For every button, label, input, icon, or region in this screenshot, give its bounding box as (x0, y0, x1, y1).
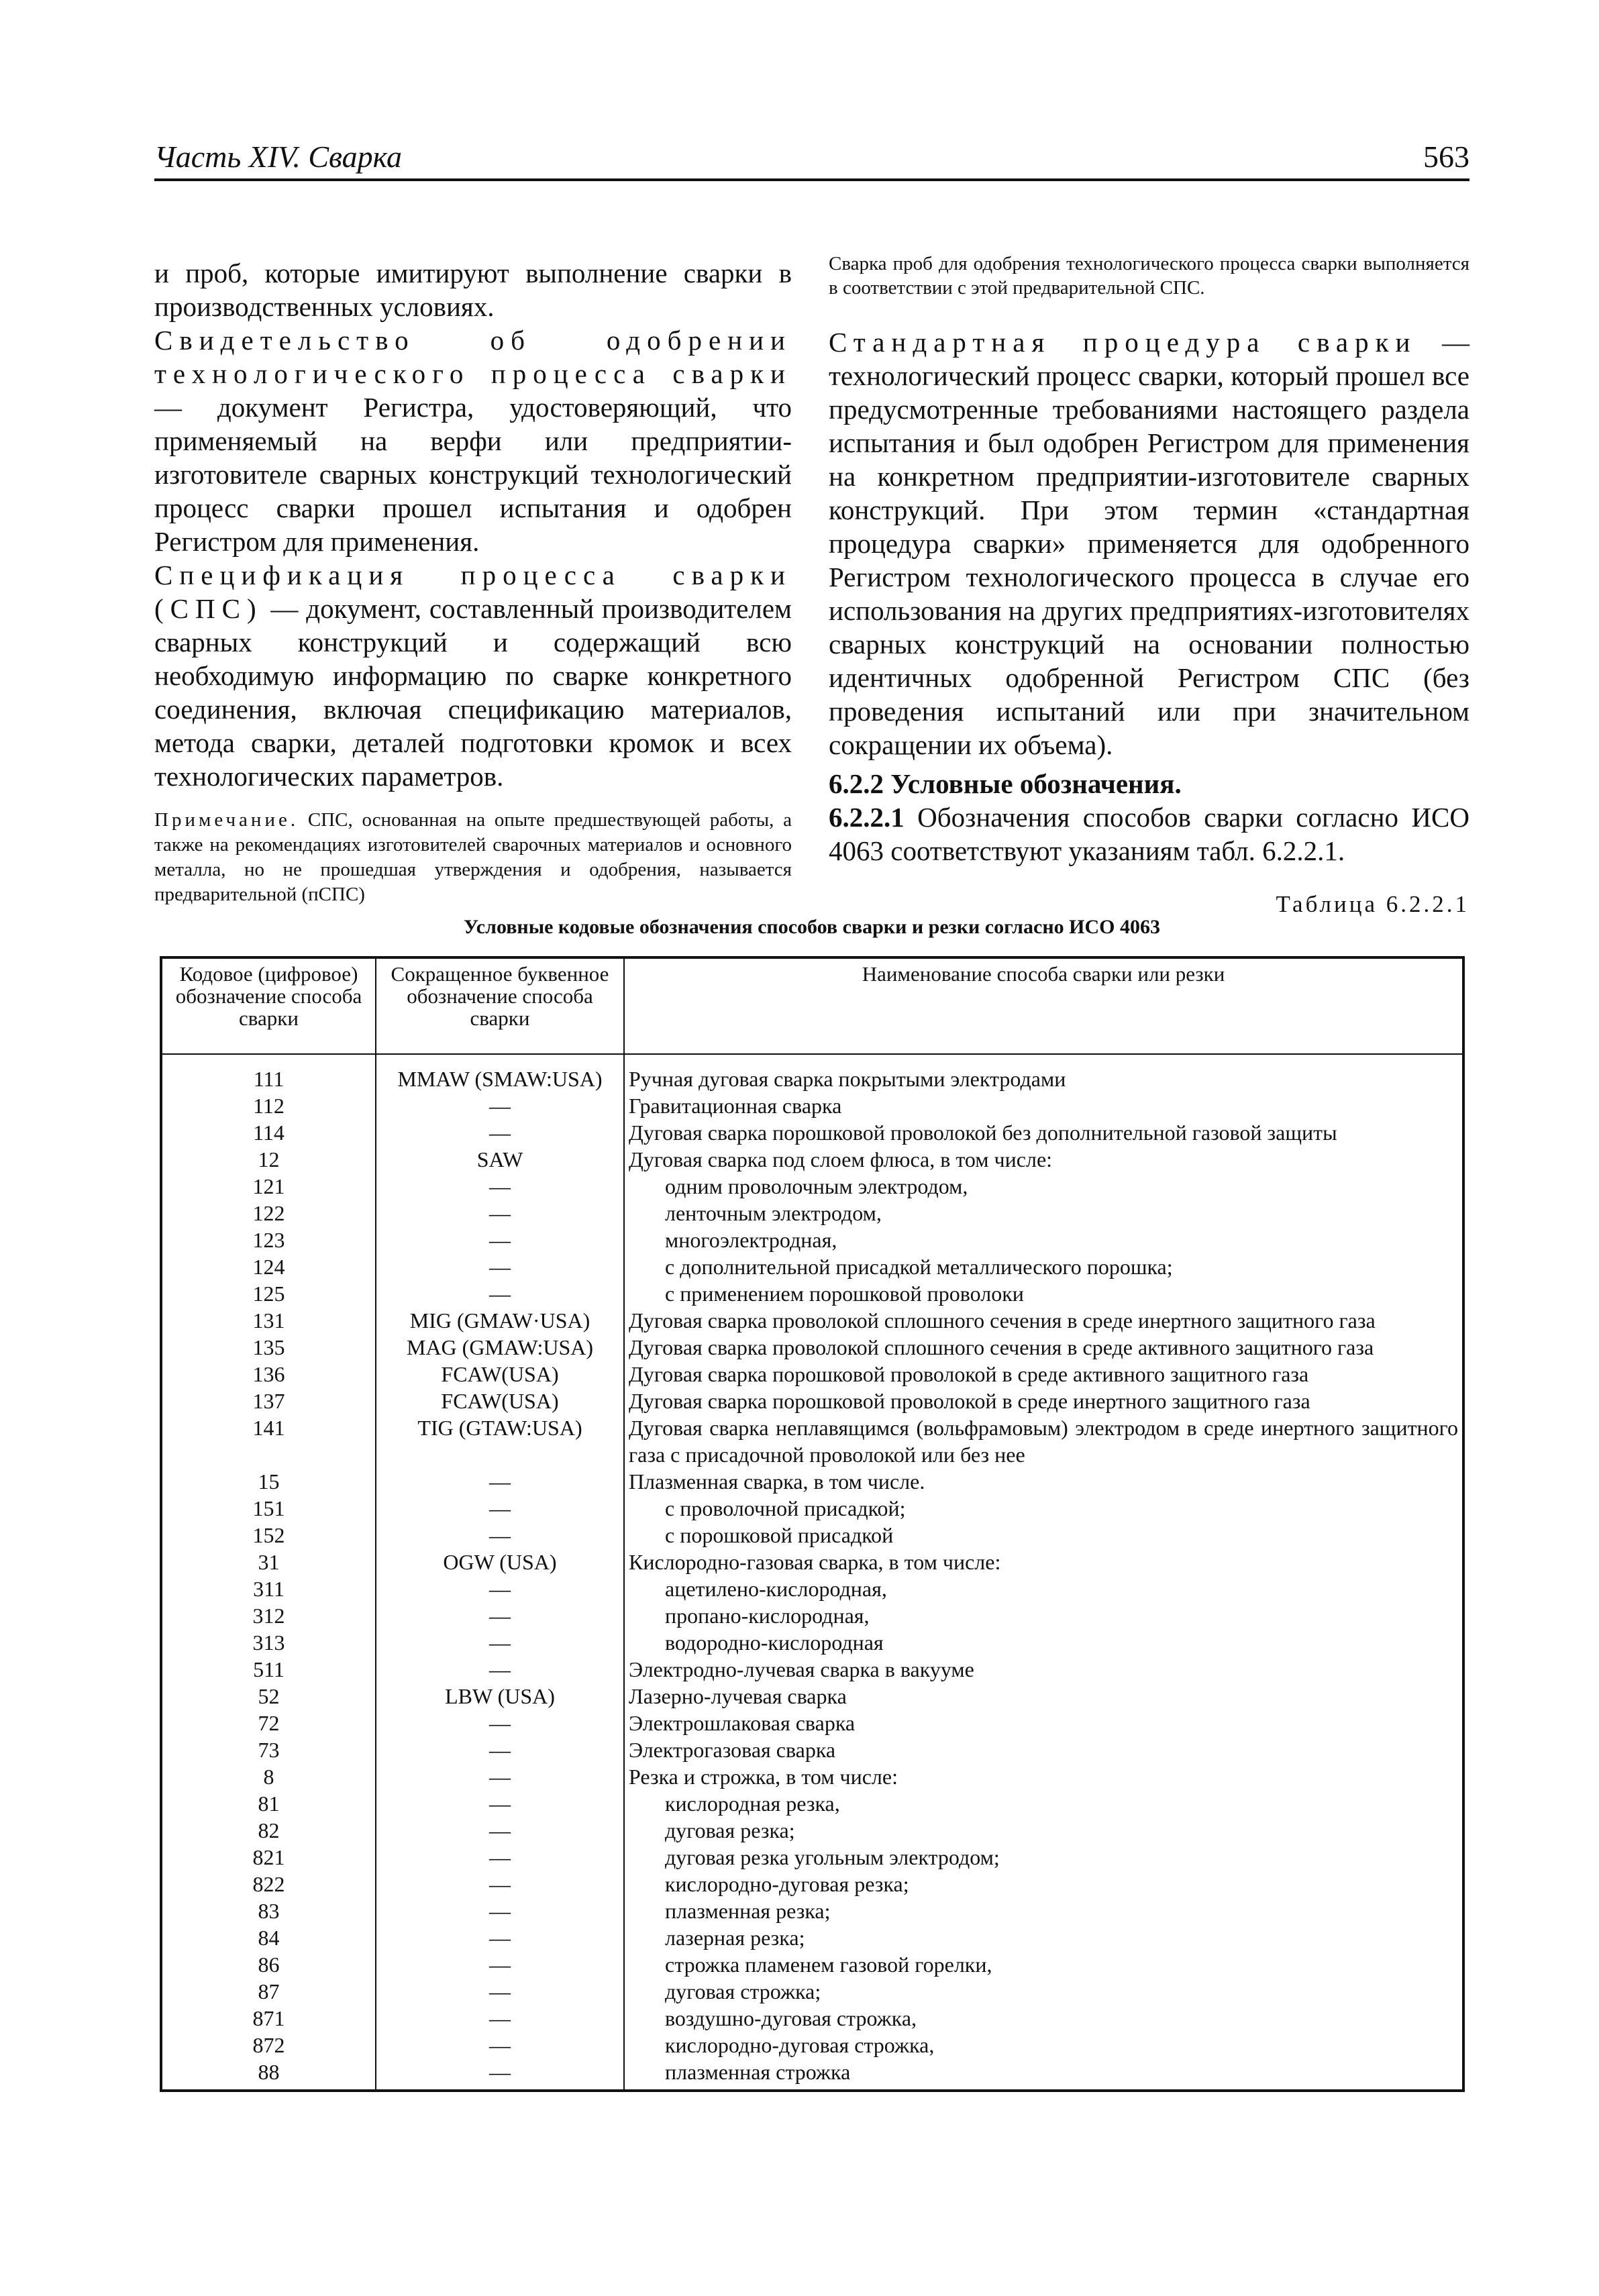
code-cell: 12 (161, 1146, 376, 1173)
abbr-cell: — (376, 1951, 624, 1978)
page-header (154, 134, 1469, 181)
code-cell: 88 (161, 2058, 376, 2091)
paragraph: и проб, которые имитируют выполнение сварки в производственных условиях. (154, 258, 792, 322)
section-heading: 6.2.2 Условные обозначения. (829, 768, 1182, 799)
table-row (161, 1978, 1463, 2005)
header-name: Наименование способа сварки или резки (624, 957, 1463, 1054)
table-row (161, 1629, 1463, 1656)
name-cell: Гравитационная сварка (624, 1092, 1463, 1119)
name-cell: с проволочной присадкой; (624, 1495, 1463, 1522)
table-row (161, 1054, 1463, 1092)
code-cell: 8 (161, 1763, 376, 1790)
table-row (161, 1253, 1463, 1280)
page-number: 563 (1423, 140, 1469, 174)
name-cell: строжка пламенем газовой горелки, (624, 1951, 1463, 1978)
table-row (161, 1656, 1463, 1683)
term: Спецификация процесса сварки (СПС) (154, 560, 792, 624)
table-row (161, 1736, 1463, 1763)
code-cell: 151 (161, 1495, 376, 1522)
code-cell: 511 (161, 1656, 376, 1683)
name-cell: Ручная дуговая сварка покрытыми электродами (624, 1054, 1463, 1092)
paragraph: Сварка проб для одобрения технологического процесса сварки выполняется в соответствии с этой предварительной СПС. (829, 253, 1469, 299)
code-cell: 125 (161, 1280, 376, 1307)
code-cell: 82 (161, 1817, 376, 1844)
table-row (161, 1871, 1463, 1897)
name-cell: с дополнительной присадкой металлического порошка; (624, 1253, 1463, 1280)
code-cell: 137 (161, 1388, 376, 1414)
code-cell: 112 (161, 1092, 376, 1119)
code-cell: 152 (161, 1522, 376, 1549)
code-cell: 141 (161, 1414, 376, 1468)
abbr-cell: — (376, 1575, 624, 1602)
code-cell: 131 (161, 1307, 376, 1334)
name-cell: воздушно-дуговая строжка, (624, 2005, 1463, 2032)
code-cell: 123 (161, 1227, 376, 1253)
abbr-cell: — (376, 2032, 624, 2058)
abbr-cell: — (376, 1173, 624, 1200)
term: Свидетельство об одобрении технологического процесса сварки (154, 325, 792, 389)
left-column (154, 256, 792, 907)
table-row (161, 1924, 1463, 1951)
abbr-cell: — (376, 1200, 624, 1227)
abbr-cell: — (376, 1602, 624, 1629)
clause-number: 6.2.2.1 (829, 802, 905, 833)
name-cell: Лазерно-лучевая сварка (624, 1683, 1463, 1710)
abbr-cell: — (376, 1736, 624, 1763)
name-cell: Дуговая сварка под слоем флюса, в том числе: (624, 1146, 1463, 1173)
name-cell: водородно-кислородная (624, 1629, 1463, 1656)
abbr-cell: — (376, 1978, 624, 2005)
code-cell: 87 (161, 1978, 376, 2005)
name-cell: с порошковой присадкой (624, 1522, 1463, 1549)
abbr-cell: LBW (USA) (376, 1683, 624, 1710)
code-cell: 822 (161, 1871, 376, 1897)
table-row (161, 1575, 1463, 1602)
table-row (161, 2005, 1463, 2032)
abbr-cell: — (376, 1924, 624, 1951)
note (154, 808, 792, 907)
abbr-cell: — (376, 1280, 624, 1307)
name-cell: кислородно-дуговая строжка, (624, 2032, 1463, 2058)
table-row (161, 1307, 1463, 1334)
name-cell: ацетилено-кислородная, (624, 1575, 1463, 1602)
code-cell: 871 (161, 2005, 376, 2032)
abbr-cell: TIG (GTAW:USA) (376, 1414, 624, 1468)
definition-spec (154, 558, 792, 793)
table-row (161, 1200, 1463, 1227)
table-row (161, 1334, 1463, 1361)
abbr-cell: SAW (376, 1146, 624, 1173)
name-cell: кислородная резка, (624, 1790, 1463, 1817)
name-cell: одним проволочным электродом, (624, 1173, 1463, 1200)
abbr-cell: FCAW(USA) (376, 1361, 624, 1388)
table-row (161, 1790, 1463, 1817)
table-row (161, 1119, 1463, 1146)
definition-text: — документ Регистра, удостоверяющий, что применяемый на верфи или предприятии-изготовителе сварных конструкций технологический процесс сварки прошел испытания и одобрен Регистром для применения. (154, 392, 792, 557)
abbr-cell: — (376, 1253, 624, 1280)
code-cell: 52 (161, 1683, 376, 1710)
code-cell: 72 (161, 1710, 376, 1736)
term: Стандартная процедура сварки (829, 327, 1417, 358)
name-cell: Электрогазовая сварка (624, 1736, 1463, 1763)
abbr-cell: — (376, 1844, 624, 1871)
abbr-cell: — (376, 2005, 624, 2032)
name-cell: многоэлектродная, (624, 1227, 1463, 1253)
table-caption: Таблица 6.2.2.1 (1276, 891, 1469, 917)
note-label: Примечание. (154, 809, 299, 831)
code-cell: 83 (161, 1897, 376, 1924)
code-cell: 81 (161, 1790, 376, 1817)
abbr-cell: FCAW(USA) (376, 1388, 624, 1414)
table-row (161, 2058, 1463, 2091)
abbr-cell: — (376, 1763, 624, 1790)
abbr-cell: — (376, 1629, 624, 1656)
welding-codes-table (160, 956, 1465, 2092)
abbr-cell: — (376, 1522, 624, 1549)
code-cell: 114 (161, 1119, 376, 1146)
name-cell: дуговая резка; (624, 1817, 1463, 1844)
code-cell: 313 (161, 1629, 376, 1656)
clause (829, 800, 1469, 868)
code-cell: 872 (161, 2032, 376, 2058)
table-row (161, 1602, 1463, 1629)
abbr-cell: — (376, 1871, 624, 1897)
table-row (161, 1817, 1463, 1844)
code-cell: 311 (161, 1575, 376, 1602)
definition-standard (829, 325, 1469, 762)
table-row (161, 1683, 1463, 1710)
name-cell: пропано-кислородная, (624, 1602, 1463, 1629)
name-cell: дуговая резка угольным электродом; (624, 1844, 1463, 1871)
table-header-row (161, 957, 1463, 1054)
name-cell: Дуговая сварка порошковой проволокой в среде активного защитного газа (624, 1361, 1463, 1388)
name-cell: плазменная строжка (624, 2058, 1463, 2091)
name-cell: кислородно-дуговая резка; (624, 1871, 1463, 1897)
abbr-cell: OGW (USA) (376, 1549, 624, 1575)
name-cell: дуговая строжка; (624, 1978, 1463, 2005)
abbr-cell: — (376, 1227, 624, 1253)
code-cell: 121 (161, 1173, 376, 1200)
abbr-cell: — (376, 1656, 624, 1683)
table-row (161, 1897, 1463, 1924)
code-cell: 122 (161, 1200, 376, 1227)
code-cell: 821 (161, 1844, 376, 1871)
name-cell: Дуговая сварка порошковой проволокой без дополнительной газовой защиты (624, 1119, 1463, 1146)
code-cell: 73 (161, 1736, 376, 1763)
table-row (161, 1361, 1463, 1388)
note-text: СПС, основанная на опыте предшествующей работы, а также на рекомендациях изготовителей сварочных материалов и основного металла, но не прошедшая утверждения и одобрения, называется предварительной (пСПС) (154, 809, 792, 905)
abbr-cell: — (376, 1468, 624, 1495)
definition-text: — технологический процесс сварки, который прошел все предусмотренные требованиями настоящего раздела испытания и был одобрен Регистром для применения на конкретном предприятии-изготовителе сварных конструкций. При этом термин «стандартная процедура сварки» применяется для одобренного Регистром технологического процесса в случае его использования на других предприятиях-изготовителях сварных конструкций на основании полностью идентичных одобренной Регистром СПС (без проведения испытаний или при значительном сокращении их объема). (829, 327, 1470, 760)
name-cell: лазерная резка; (624, 1924, 1463, 1951)
clause-text: Обозначения способов сварки согласно ИСО 4063 соответствуют указаниям табл. 6.2.2.1. (829, 802, 1469, 866)
code-cell: 31 (161, 1549, 376, 1575)
abbr-cell: MAG (GMAW:USA) (376, 1334, 624, 1361)
right-column (829, 252, 1469, 868)
name-cell: плазменная резка; (624, 1897, 1463, 1924)
header-abbr: Сокращенное буквенное обозначение способа сварки (376, 957, 624, 1054)
abbr-cell: — (376, 1710, 624, 1736)
definition-text: — документ, составленный производителем сварных конструкций и содержащий всю необходимую информацию по сварке конкретного соединения, включая спецификацию материалов, метода сварки, деталей подготовки кромок и всех технологических параметров. (154, 593, 792, 792)
table-row (161, 1146, 1463, 1173)
name-cell: с применением порошковой проволоки (624, 1280, 1463, 1307)
table-row (161, 2032, 1463, 2058)
name-cell: Дуговая сварка проволокой сплошного сечения в среде инертного защитного газа (624, 1307, 1463, 1334)
table-row (161, 1522, 1463, 1549)
abbr-cell: MIG (GMAW·USA) (376, 1307, 624, 1334)
abbr-cell: — (376, 1817, 624, 1844)
table-row (161, 1092, 1463, 1119)
table-row (161, 1844, 1463, 1871)
abbr-cell: — (376, 1790, 624, 1817)
name-cell: Кислородно-газовая сварка, в том числе: (624, 1549, 1463, 1575)
name-cell: Дуговая сварка проволокой сплошного сечения в среде активного защитного газа (624, 1334, 1463, 1361)
name-cell: Электрошлаковая сварка (624, 1710, 1463, 1736)
code-cell: 124 (161, 1253, 376, 1280)
code-cell: 111 (161, 1054, 376, 1092)
part-title: Часть XIV. Сварка (154, 140, 403, 174)
abbr-cell: — (376, 1495, 624, 1522)
table-row (161, 1549, 1463, 1575)
code-cell: 15 (161, 1468, 376, 1495)
name-cell: Дуговая сварка неплавящимся (вольфрамовым) электродом в среде инертного защитного газа с присадочной проволокой или без нее (624, 1414, 1463, 1468)
table-row (161, 1227, 1463, 1253)
table-row (161, 1388, 1463, 1414)
abbr-cell: — (376, 1119, 624, 1146)
table-title: Условные кодовые обозначения способов сварки и резки согласно ИСО 4063 (464, 916, 1160, 938)
table-row (161, 1468, 1463, 1495)
table-row (161, 1951, 1463, 1978)
name-cell: ленточным электродом, (624, 1200, 1463, 1227)
name-cell: Плазменная сварка, в том числе. (624, 1468, 1463, 1495)
header-code: Кодовое (цифровое) обозначение способа сварки (161, 957, 376, 1054)
name-cell: Дуговая сварка порошковой проволокой в среде инертного защитного газа (624, 1388, 1463, 1414)
abbr-cell: — (376, 2058, 624, 2091)
table-row (161, 1280, 1463, 1307)
abbr-cell: MMAW (SMAW:USA) (376, 1054, 624, 1092)
code-cell: 86 (161, 1951, 376, 1978)
code-cell: 84 (161, 1924, 376, 1951)
table-row (161, 1173, 1463, 1200)
definition-certificate (154, 323, 792, 558)
abbr-cell: — (376, 1897, 624, 1924)
name-cell: Резка и строжка, в том числе: (624, 1763, 1463, 1790)
table-row (161, 1495, 1463, 1522)
code-cell: 135 (161, 1334, 376, 1361)
table-row (161, 1763, 1463, 1790)
code-cell: 312 (161, 1602, 376, 1629)
table-row (161, 1710, 1463, 1736)
code-cell: 136 (161, 1361, 376, 1388)
name-cell: Электродно-лучевая сварка в вакууме (624, 1656, 1463, 1683)
abbr-cell: — (376, 1092, 624, 1119)
table-row (161, 1414, 1463, 1468)
